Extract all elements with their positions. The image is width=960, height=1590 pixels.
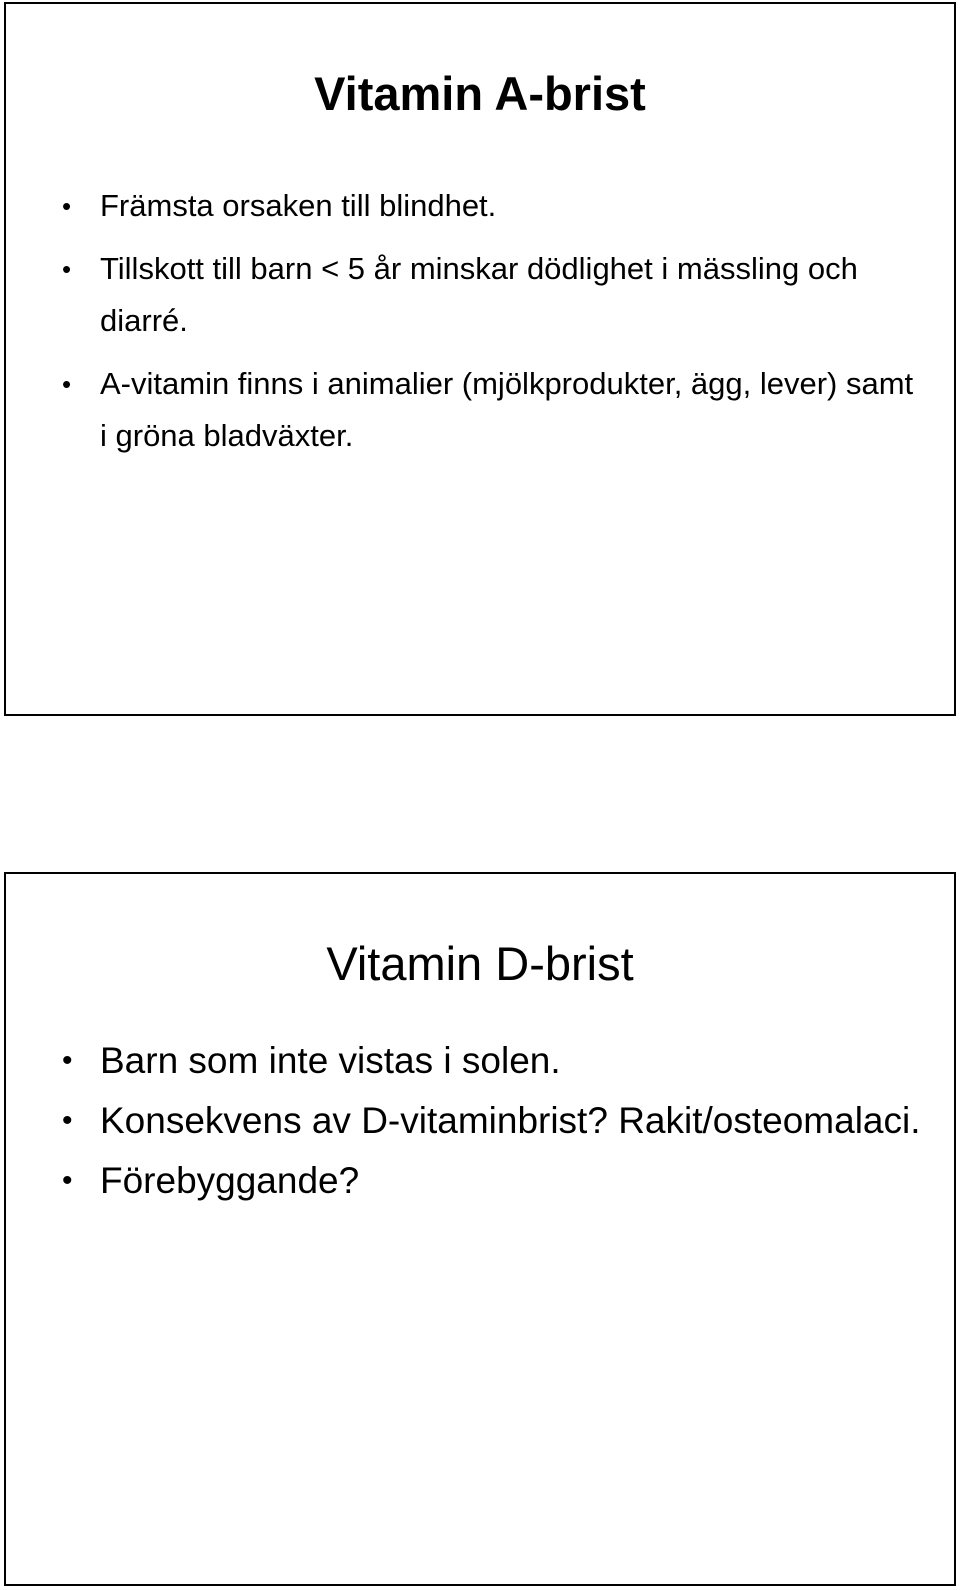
bullet-icon: • [62, 1104, 73, 1137]
bullet-list [62, 180, 924, 473]
slide-vitamin-d [4, 872, 956, 1586]
bullet-text: Främsta orsaken till blindhet. [100, 188, 497, 223]
bullet-icon: • [62, 1164, 73, 1197]
bullet-text: Konsekvens av D-vitaminbrist? Rakit/osteomalaci. [100, 1100, 921, 1141]
bullet-text: Tillskott till barn < 5 år minskar dödlighet i mässling och diarré. [100, 251, 858, 338]
list-item [62, 1034, 924, 1088]
slide-title: Vitamin D-brist [326, 937, 634, 990]
list-item [62, 358, 924, 462]
slide-title: Vitamin A-brist [314, 67, 646, 120]
bullet-icon: • [62, 369, 72, 399]
bullet-text: Barn som inte vistas i solen. [100, 1040, 561, 1081]
list-item [62, 1154, 924, 1208]
bullet-list [62, 1034, 924, 1214]
bullet-icon: • [62, 1044, 73, 1077]
bullet-text: A-vitamin finns i animalier (mjölkprodukter, ägg, lever) samt i gröna bladväxter. [100, 366, 914, 453]
list-item [62, 1094, 924, 1148]
bullet-icon: • [62, 254, 72, 284]
slide-vitamin-a [4, 2, 956, 716]
bullet-text: Förebyggande? [100, 1160, 360, 1201]
list-item [62, 180, 924, 232]
list-item [62, 243, 924, 347]
bullet-icon: • [62, 191, 72, 221]
